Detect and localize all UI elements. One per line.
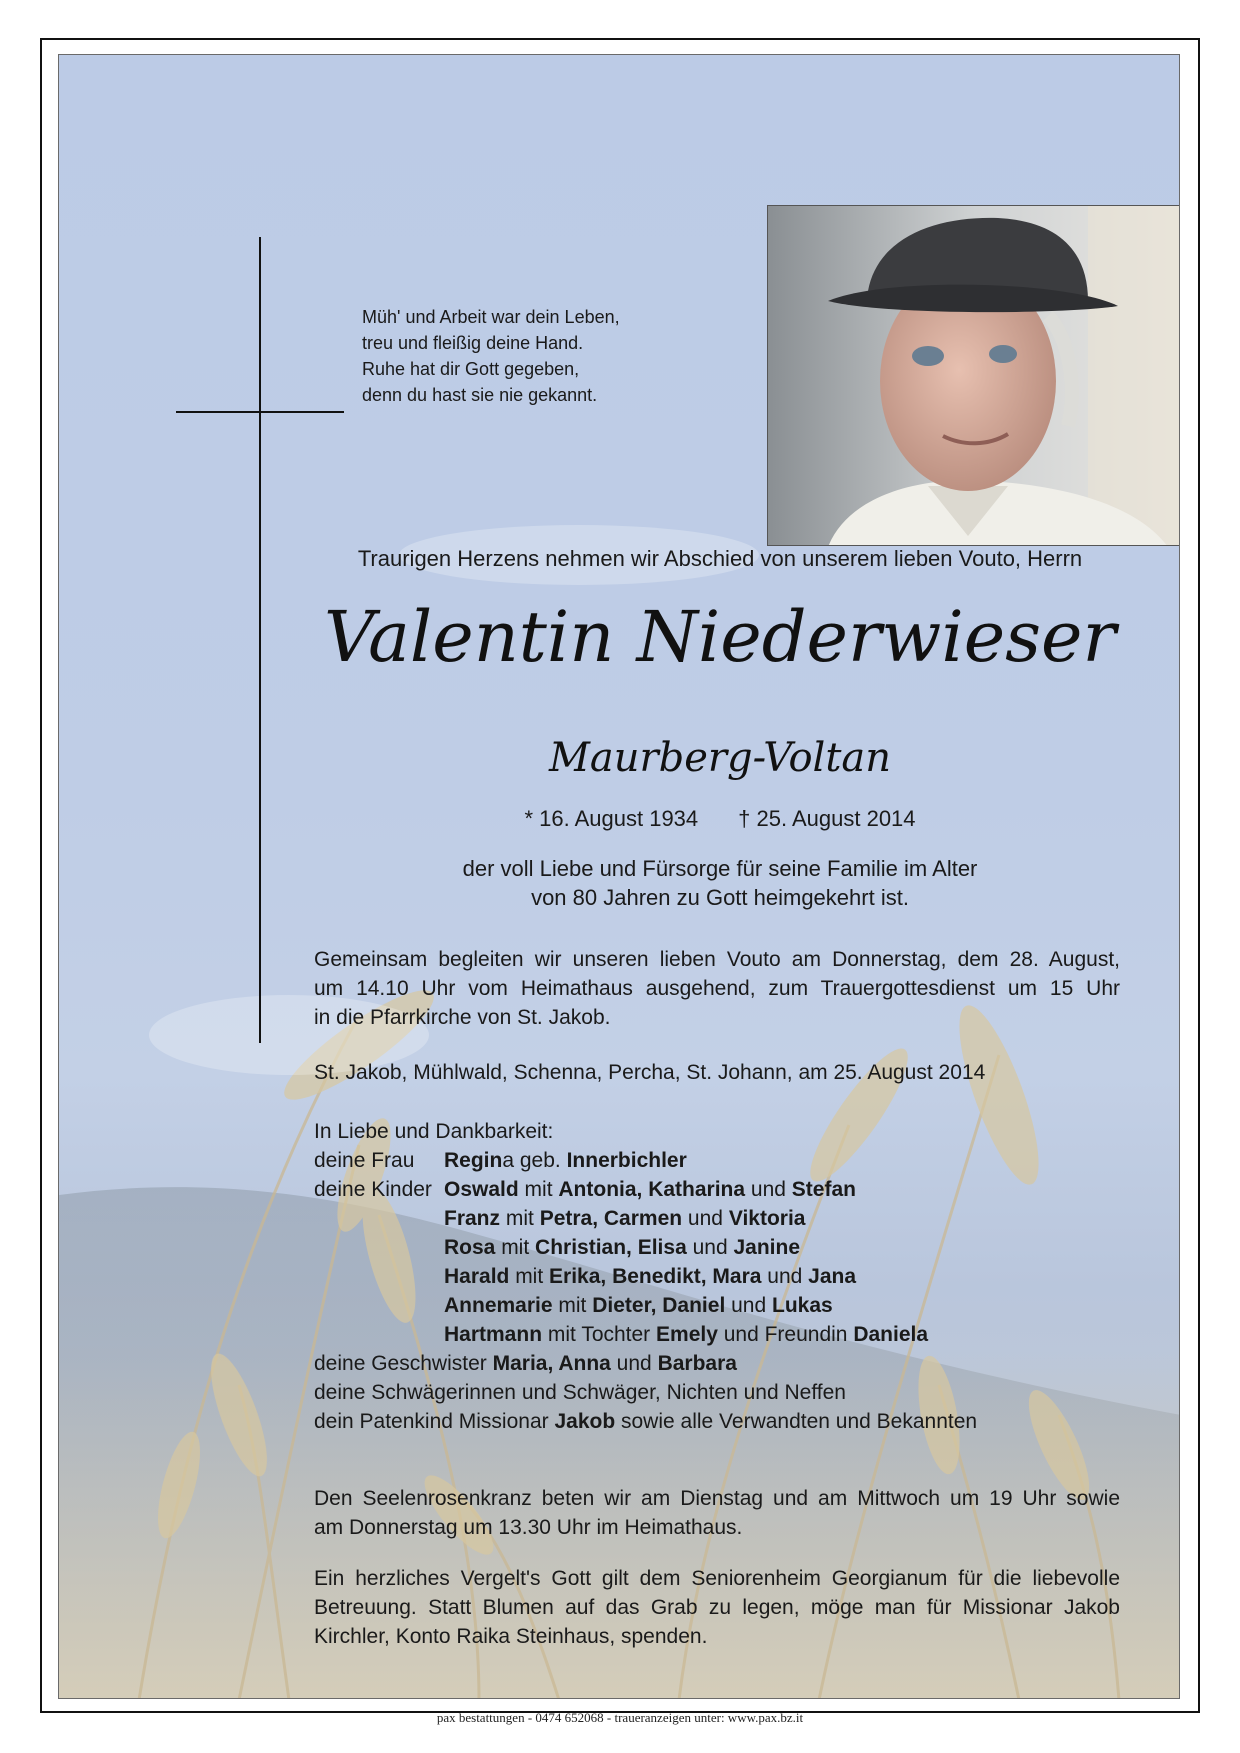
place-date: St. Jakob, Mühlwald, Schenna, Percha, St. Johann, am 25. August 2014 [314, 1061, 986, 1084]
children-label: deine Kinder [314, 1178, 432, 1201]
intro-text: Traurigen Herzens nehmen wir Abschied von unserem lieben Vouto, Herrn [357, 546, 1083, 571]
funeral-info [314, 945, 1120, 1032]
wife-label: deine Frau [314, 1149, 415, 1172]
children-row [314, 1175, 1120, 1204]
age-line: von 80 Jahren zu Gott heimgekehrt ist. [531, 885, 909, 910]
children-row [314, 1204, 1120, 1233]
in-laws-row [314, 1378, 1120, 1407]
rosary-line: am Donnerstag um 13.30 Uhr im Heimathaus. [314, 1516, 743, 1539]
life-dates [300, 806, 1140, 832]
deceased-name: Valentin Niederwieser [324, 596, 1116, 678]
child-entry: Franz mit Petra, Carmen und Viktoria [444, 1207, 806, 1230]
poem-line: denn du hast sie nie gekannt. [362, 385, 598, 405]
children-row [314, 1320, 1120, 1349]
memorial-poem [362, 304, 692, 408]
wife-row [314, 1146, 1120, 1175]
thanks-line: Ein herzliches Vergelt's Gott gilt dem Seniorenheim Georgianum für die liebevolle [314, 1567, 1120, 1590]
in-laws-entry: deine Schwägerinnen und Schwäger, Nichten und Neffen [314, 1381, 846, 1404]
funeral-line: um 14.10 Uhr vom Heimathaus ausgehend, zum Trauergottesdienst um 15 Uhr [314, 977, 1120, 1000]
thanks-text [314, 1564, 1120, 1651]
cross-horizontal-bar [176, 411, 344, 413]
funeral-home-footer: pax bestattungen - 0474 652068 - traueranzeigen unter: www.pax.bz.it [436, 1710, 804, 1725]
funeral-line: Gemeinsam begleiten wir unseren lieben Vouto am Donnerstag, dem 28. August, [314, 948, 1120, 971]
cross-vertical-bar [259, 237, 261, 1043]
thanks-line: Betreuung. Statt Blumen auf das Grab zu legen, möge man für Missionar Jakob [314, 1596, 1120, 1619]
rosary-line: Den Seelenrosenkranz beten wir am Dienstag und am Mittwoch um 19 Uhr sowie [314, 1487, 1120, 1510]
deceased-farm-name: Maurberg-Voltan [548, 735, 892, 781]
rosary-info [314, 1484, 1120, 1542]
child-entry: Hartmann mit Tochter Emely und Freundin Daniela [444, 1323, 929, 1346]
birth-date: * 16. August 1934 [524, 806, 699, 831]
age-line: der voll Liebe und Fürsorge für seine Familie im Alter [462, 856, 978, 881]
child-entry: Oswald mit Antonia, Katharina und Stefan [444, 1178, 856, 1201]
poem-line: Müh' und Arbeit war dein Leben, [362, 307, 620, 327]
family-heading: In Liebe und Dankbarkeit: [314, 1120, 554, 1143]
portrait-image [768, 206, 1180, 546]
siblings-entry: deine Geschwister Maria, Anna und Barbara [314, 1352, 737, 1375]
age-text [300, 854, 1140, 912]
thanks-line: Kirchler, Konto Raika Steinhaus, spenden. [314, 1625, 708, 1648]
child-entry: Rosa mit Christian, Elisa und Janine [444, 1236, 800, 1259]
poem-line: treu und fleißig deine Hand. [362, 333, 584, 353]
portrait-photo [767, 205, 1180, 546]
child-entry: Annemarie mit Dieter, Daniel und Lukas [444, 1294, 833, 1317]
children-row [314, 1262, 1120, 1291]
death-date: † 25. August 2014 [738, 806, 916, 831]
child-entry: Harald mit Erika, Benedikt, Mara und Jana [444, 1265, 857, 1288]
family-heading-row [314, 1117, 1120, 1146]
siblings-row [314, 1349, 1120, 1378]
funeral-line: in die Pfarrkirche von St. Jakob. [314, 1006, 611, 1029]
godchild-row [314, 1407, 1120, 1436]
poem-line: Ruhe hat dir Gott gegeben, [362, 359, 580, 379]
family-list [314, 1117, 1120, 1436]
godchild-entry: dein Patenkind Missionar Jakob sowie alle Verwandten und Bekannten [314, 1410, 978, 1433]
wife-name: Regina geb. Innerbichler [444, 1149, 687, 1172]
children-row [314, 1291, 1120, 1320]
children-row [314, 1233, 1120, 1262]
